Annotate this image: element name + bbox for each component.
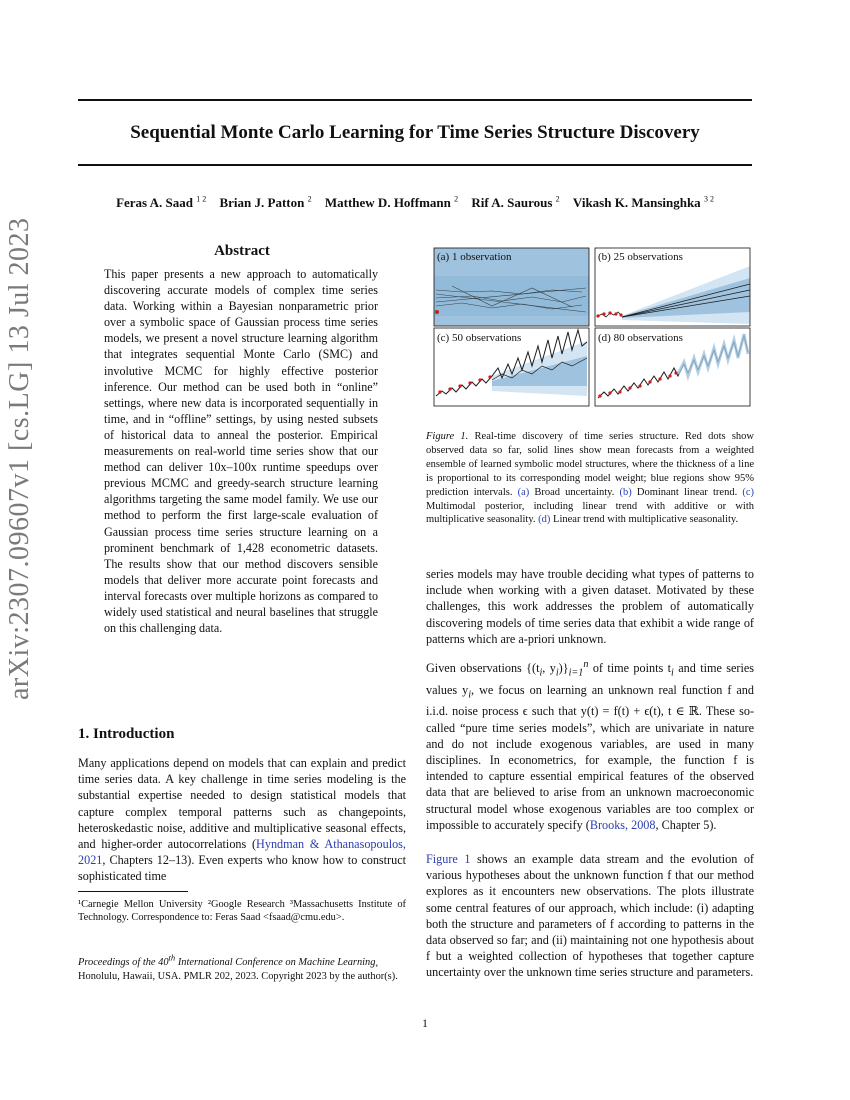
paper-title: Sequential Monte Carlo Learning for Time Series Structure Discovery xyxy=(130,122,700,143)
figure-panel xyxy=(434,248,589,326)
citation-link[interactable]: Brooks, 2008 xyxy=(589,817,656,832)
title-rule xyxy=(78,164,752,166)
author: Feras A. Saad $^{1 2}$ xyxy=(116,195,207,211)
intro-paragraph: Many applications depend on models that can explain and predict time series data. A key challenge in time series modeling is the substantial expertise needed to design statistical models that capture complex temporal patterns such as changepoints, heteroskedastic noise, additive and multiplicative seasonal effects, and higher-order autocorrelations (Hyndman & Athanasopoulos, 2021, Chapters 12–13). Even experts who know how to construct sophisticated time xyxy=(78,756,406,884)
author: Rif A. Saurous $^2$ xyxy=(471,195,560,211)
body-paragraph: Given observations {($t_i$, $y_i)\}_{i=1}^n$ of time points $t_i$ and time series values $y_i$, we focus on learning an unknown real function f and i.i.d. noise process ϵ such that y(t) = f(t) + ϵ(t), t ∈ ℝ. These so-called “pure time series models”, which are univariate in nature and do not include exogenous variables, are used in many disciplines. In econometrics, for example, the function f is intended to capture essential empirical features of the observed data that are believed to arise from an unknown macroeconomic structural model whose exogenous variables are too complex or impossible to accurately specify (Brooks, 2008, Chapter 5). xyxy=(426,659,754,832)
author-list xyxy=(78,195,752,211)
section-heading-introduction: 1. Introduction xyxy=(78,726,175,742)
caption-ref-a[interactable]: (a) xyxy=(517,486,530,498)
citation-link[interactable]: Hyndman & Athanasopoulos, 2021 xyxy=(78,837,406,868)
arxiv-stamp[interactable]: arXiv:2307.09607v1 [cs.LG] 13 Jul 2023 xyxy=(4,217,35,700)
caption-ref-b[interactable]: (b) xyxy=(619,486,632,498)
figure-caption: Figure 1. Real-time discovery of time series structure. Red dots show observed data so far, solid lines show mean forecasts from a weighted ensemble of learned symbolic model structures, where the thickness of a line is proportional to its corresponding model weight; blue regions show 95% prediction intervals. (a) Broad uncertainty. (b) Dominant linear trend. (c) Multimodal posterior, including linear trend with additive or with multiplicative seasonality. (d) Linear trend with multiplicative seasonality. xyxy=(426,431,754,526)
footnote-rule xyxy=(78,891,188,892)
panel-label: (a) 1 observation xyxy=(437,251,512,263)
page-number: 1 xyxy=(422,1016,428,1030)
figure-panel xyxy=(434,328,589,406)
abstract-heading: Abstract xyxy=(214,243,270,259)
top-rule xyxy=(78,99,752,101)
caption-ref-c[interactable]: (c) xyxy=(742,486,754,498)
author: Matthew D. Hoffmann $^2$ xyxy=(324,195,459,211)
author: Vikash K. Mansinghka $^{3 2}$ xyxy=(572,195,714,211)
panel-label: (b) 25 observations xyxy=(598,251,683,263)
body-paragraph: Figure 1 shows an example data stream and the evolution of various hypotheses about the unknown function f that our method explores as it encounters new observations. The plots illustrate some central features of our approach, which include: (i) adapting both the structure and parameters of f according to patterns in the data observed so far; and (ii) maintaining not one hypothesis about f but a weighted collection of hypotheses that together capture uncertainty over the unknown time series structure and parameters. xyxy=(426,852,754,980)
author: Brian J. Patton $^2$ xyxy=(219,195,312,211)
proceedings-note: Proceedings of the 40th International Conference on Machine Learning, Honolulu, Hawaii, USA. PMLR 202, 2023. Copyright 2023 by the author(s). xyxy=(78,953,398,982)
caption-ref-d[interactable]: (d) xyxy=(538,514,551,526)
panel-label: (c) 50 observations xyxy=(437,332,522,344)
affiliation-footnote: ¹Carnegie Mellon University ²Google Research ³Massachusetts Institute of Technology. Correspondence to: Feras Saad <fsaad@cmu.edu>. xyxy=(78,899,406,924)
figure-ref-link[interactable]: Figure 1 xyxy=(426,852,471,866)
panel-label: (d) 80 observations xyxy=(598,332,683,344)
figure-panel xyxy=(595,248,750,326)
body-paragraph: series models may have trouble deciding what types of patterns to include when working with a given dataset. Motivated by these challenges, this work addresses the problem of automatically discovering models of time series data that exhibit a wide range of patterns which are a-priori unknown. xyxy=(426,567,754,646)
figure-panel xyxy=(595,328,750,406)
figure-1 xyxy=(432,246,752,408)
abstract-text: This paper presents a new approach to automatically discovering accurate models of complex time series data. Working within a Bayesian nonparametric prior over a symbolic space of Gaussian process time series models, we present a novel structure learning algorithm that integrates sequential Monte Carlo (SMC) and involutive MCMC for highly effective posterior inference. Our method can be used both in “online” settings, where new data is incorporated sequentially in time, and in “offline” settings, by using nested subsets of historical data to anneal the posterior. Empirical measurements on real-world time series show that our method can deliver 10x–100x runtime speedups over previous MCMC and greedy-search structure learning algorithms targeting the same model family. We use our method to perform the first large-scale evaluation of Gaussian process time series structure learning on a prominent benchmark of 1,428 econometric datasets. The results show that our method discovers sensible models that deliver more accurate point forecasts and interval forecasts over multiple horizons as compared to widely used statistical and neural baselines that struggle on this challenging data. xyxy=(104,267,378,636)
